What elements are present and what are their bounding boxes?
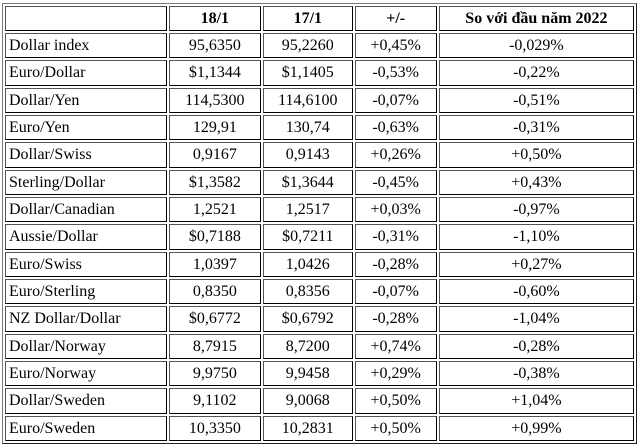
rate-17-1-cell: 9,0068 xyxy=(263,388,352,413)
pair-name-cell: Dollar/Norway xyxy=(5,334,167,359)
ytd-change-cell: +0,50% xyxy=(439,142,634,167)
change-cell: +0,74% xyxy=(355,334,437,359)
table-row xyxy=(5,279,634,304)
rate-17-1-cell: $0,7211 xyxy=(263,224,352,249)
rate-17-1-cell: $1,3644 xyxy=(263,170,352,195)
table-row xyxy=(5,115,634,140)
rate-18-1-cell: 1,2521 xyxy=(169,197,261,222)
rate-17-1-cell: 0,9143 xyxy=(263,142,352,167)
rate-18-1-cell: 9,9750 xyxy=(169,361,261,386)
table-row xyxy=(5,252,634,277)
rate-18-1-cell: 9,1102 xyxy=(169,388,261,413)
header-change: +/- xyxy=(355,6,437,31)
rate-17-1-cell: $0,6792 xyxy=(263,306,352,331)
rate-18-1-cell: 0,8350 xyxy=(169,279,261,304)
change-cell: +0,50% xyxy=(355,388,437,413)
pair-name-cell: Dollar index xyxy=(5,33,167,58)
table-row xyxy=(5,88,634,113)
rate-17-1-cell: 1,2517 xyxy=(263,197,352,222)
pair-name-cell: Euro/Dollar xyxy=(5,60,167,85)
pair-name-cell: Euro/Sterling xyxy=(5,279,167,304)
rate-18-1-cell: 129,91 xyxy=(169,115,261,140)
rate-17-1-cell: 1,0426 xyxy=(263,252,352,277)
table-row xyxy=(5,224,634,249)
rate-18-1-cell: 114,5300 xyxy=(169,88,261,113)
table-row xyxy=(5,197,634,222)
ytd-change-cell: -0,22% xyxy=(439,60,634,85)
rate-17-1-cell: 95,2260 xyxy=(263,33,352,58)
table-row xyxy=(5,306,634,331)
header-date-18-1: 18/1 xyxy=(169,6,261,31)
change-cell: +0,26% xyxy=(355,142,437,167)
table-row xyxy=(5,170,634,195)
ytd-change-cell: -0,029% xyxy=(439,33,634,58)
change-cell: +0,29% xyxy=(355,361,437,386)
table-row xyxy=(5,60,634,85)
pair-name-cell: Sterling/Dollar xyxy=(5,170,167,195)
table-row xyxy=(5,416,634,441)
rate-17-1-cell: 0,8356 xyxy=(263,279,352,304)
ytd-change-cell: -1,10% xyxy=(439,224,634,249)
ytd-change-cell: -0,51% xyxy=(439,88,634,113)
pair-name-cell: Dollar/Canadian xyxy=(5,197,167,222)
change-cell: +0,50% xyxy=(355,416,437,441)
change-cell: -0,31% xyxy=(355,224,437,249)
pair-name-cell: Dollar/Yen xyxy=(5,88,167,113)
table-row xyxy=(5,334,634,359)
pair-name-cell: Euro/Sweden xyxy=(5,416,167,441)
ytd-change-cell: +1,04% xyxy=(439,388,634,413)
rate-18-1-cell: 8,7915 xyxy=(169,334,261,359)
change-cell: -0,28% xyxy=(355,306,437,331)
pair-name-cell: Euro/Norway xyxy=(5,361,167,386)
rate-18-1-cell: 0,9167 xyxy=(169,142,261,167)
pair-name-cell: NZ Dollar/Dollar xyxy=(5,306,167,331)
pair-name-cell: Dollar/Swiss xyxy=(5,142,167,167)
rate-18-1-cell: 95,6350 xyxy=(169,33,261,58)
change-cell: -0,53% xyxy=(355,60,437,85)
change-cell: -0,28% xyxy=(355,252,437,277)
ytd-change-cell: -1,04% xyxy=(439,306,634,331)
ytd-change-cell: +0,99% xyxy=(439,416,634,441)
rate-17-1-cell: 130,74 xyxy=(263,115,352,140)
rate-18-1-cell: $1,1344 xyxy=(169,60,261,85)
pair-name-cell: Euro/Swiss xyxy=(5,252,167,277)
change-cell: -0,45% xyxy=(355,170,437,195)
pair-name-cell: Aussie/Dollar xyxy=(5,224,167,249)
rate-18-1-cell: 10,3350 xyxy=(169,416,261,441)
ytd-change-cell: -0,60% xyxy=(439,279,634,304)
table-row xyxy=(5,361,634,386)
change-cell: +0,45% xyxy=(355,33,437,58)
table-row xyxy=(5,142,634,167)
change-cell: -0,07% xyxy=(355,279,437,304)
ytd-change-cell: -0,31% xyxy=(439,115,634,140)
ytd-change-cell: +0,27% xyxy=(439,252,634,277)
header-date-17-1: 17/1 xyxy=(263,6,352,31)
table-body xyxy=(5,33,634,441)
table-row xyxy=(5,388,634,413)
exchange-rate-table xyxy=(2,3,637,444)
rate-17-1-cell: 10,2831 xyxy=(263,416,352,441)
ytd-change-cell: +0,43% xyxy=(439,170,634,195)
change-cell: -0,07% xyxy=(355,88,437,113)
ytd-change-cell: -0,28% xyxy=(439,334,634,359)
rate-17-1-cell: 9,9458 xyxy=(263,361,352,386)
rate-18-1-cell: 1,0397 xyxy=(169,252,261,277)
pair-name-cell: Euro/Yen xyxy=(5,115,167,140)
rate-18-1-cell: $1,3582 xyxy=(169,170,261,195)
rate-17-1-cell: 8,7200 xyxy=(263,334,352,359)
header-pair xyxy=(5,6,167,31)
rate-17-1-cell: 114,6100 xyxy=(263,88,352,113)
change-cell: -0,63% xyxy=(355,115,437,140)
ytd-change-cell: -0,38% xyxy=(439,361,634,386)
table-row xyxy=(5,33,634,58)
header-ytd-change: So với đầu năm 2022 xyxy=(439,6,634,31)
pair-name-cell: Dollar/Sweden xyxy=(5,388,167,413)
change-cell: +0,03% xyxy=(355,197,437,222)
rate-18-1-cell: $0,7188 xyxy=(169,224,261,249)
rate-17-1-cell: $1,1405 xyxy=(263,60,352,85)
ytd-change-cell: -0,97% xyxy=(439,197,634,222)
rate-18-1-cell: $0,6772 xyxy=(169,306,261,331)
table-header-row xyxy=(5,6,634,31)
